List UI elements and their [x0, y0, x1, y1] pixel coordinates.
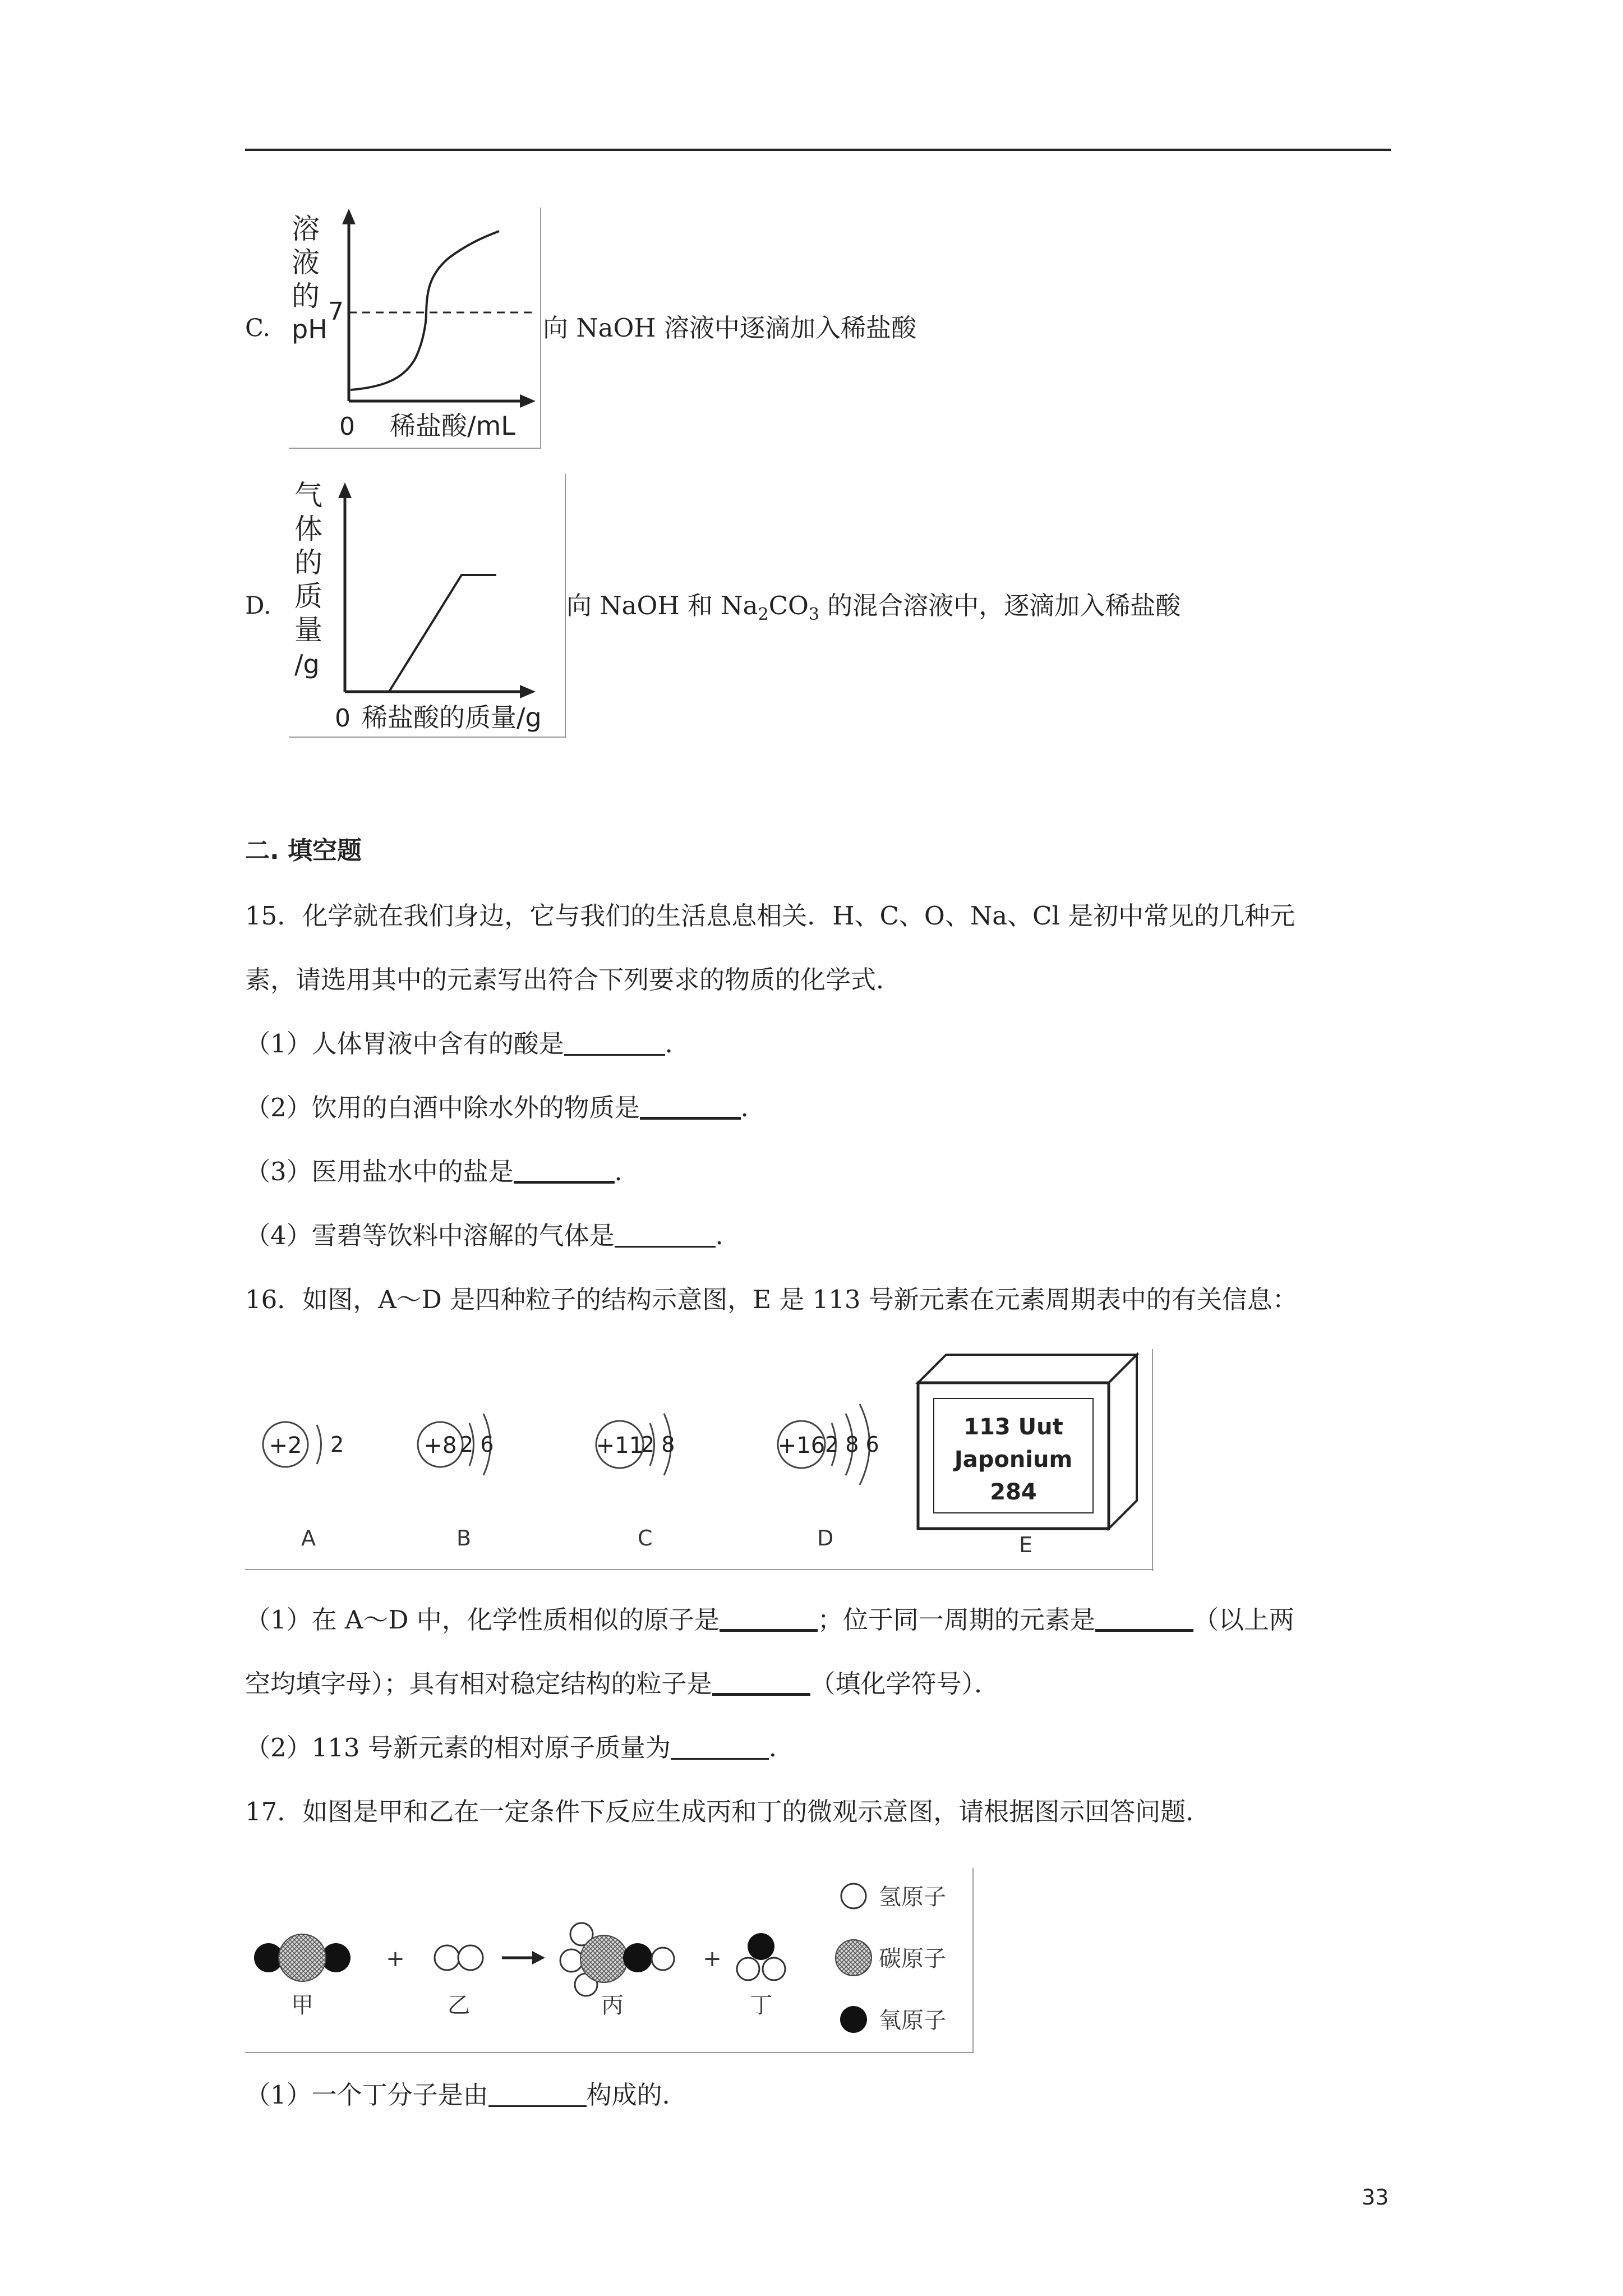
- molecule-bing: [560, 1923, 674, 2018]
- particle-b: [418, 1414, 494, 1550]
- svg-text:C: C: [638, 1526, 653, 1550]
- option-d-label: D.: [245, 592, 271, 620]
- svg-text:+16: +16: [777, 1433, 826, 1458]
- svg-text:A: A: [301, 1526, 316, 1550]
- graph-c-xlabel: 稀盐酸/mL: [390, 411, 515, 441]
- graph-d-ylabel-4: 质: [294, 580, 322, 613]
- svg-text:+2: +2: [269, 1433, 302, 1458]
- svg-text:+8: +8: [423, 1433, 457, 1458]
- option-c-text: 向 NaOH 溶液中逐滴加入稀盐酸: [543, 313, 916, 343]
- svg-text:113 Uut: 113 Uut: [963, 1414, 1063, 1440]
- graph-c-ytick-7: 7: [328, 297, 344, 326]
- answer-blank[interactable]: [720, 1604, 818, 1632]
- graph-d-origin: 0: [335, 704, 351, 733]
- graph-d-ylabel-2: 体: [294, 513, 322, 545]
- answer-blank[interactable]: [615, 1221, 716, 1248]
- legend-hydrogen: [841, 1884, 866, 1908]
- section-title: 二. 填空题: [245, 836, 362, 865]
- gas-mass-line: [390, 575, 496, 691]
- svg-text:E: E: [1019, 1533, 1033, 1557]
- svg-text:2 8 6: 2 8 6: [825, 1432, 879, 1457]
- q15-item-3: （3）医用盐水中的盐是 ．: [245, 1157, 640, 1186]
- svg-text:B: B: [457, 1526, 472, 1550]
- answer-blank[interactable]: [712, 1668, 810, 1696]
- svg-text:氢原子: 氢原子: [879, 1884, 946, 1910]
- svg-text:2 8: 2 8: [641, 1432, 675, 1457]
- legend-carbon: [836, 1940, 872, 1976]
- svg-text:+11: +11: [596, 1433, 644, 1458]
- legend-oxygen: [840, 2006, 867, 2033]
- q16-figure: [245, 1349, 1154, 1571]
- answer-blank[interactable]: [640, 1092, 741, 1120]
- q15-item-2: （2）饮用的白酒中除水外的物质是 ．: [245, 1093, 766, 1122]
- graph-d-ylabel-1: 气: [294, 479, 322, 512]
- ph-curve: [351, 231, 499, 390]
- svg-text:丙: 丙: [601, 1993, 624, 2018]
- svg-text:碳原子: 碳原子: [879, 1946, 946, 1972]
- element-cube: [918, 1355, 1137, 1557]
- q15-stem-line1: 15．化学就在我们身边，它与我们的生活息息相关．H、C、O、Na、Cl 是初中常见的几种元: [245, 901, 1295, 931]
- graph-d-ylabel-6: /g: [294, 649, 320, 679]
- graph-c-ylabel-3: 的: [292, 280, 320, 312]
- molecule-jia: [254, 1934, 351, 2018]
- svg-text:乙: 乙: [448, 1993, 470, 2018]
- graph-c-origin: 0: [339, 412, 355, 441]
- header-rule: [245, 149, 1391, 151]
- q16-part1-line2: 空均填字母）；具有相对稳定结构的粒子是 （填化学符号）．: [245, 1669, 1000, 1699]
- answer-blank[interactable]: [564, 1029, 665, 1056]
- graph-d-ylabel-3: 的: [294, 546, 322, 579]
- graph-c: [289, 208, 541, 449]
- answer-blank[interactable]: [1095, 1604, 1193, 1632]
- answer-blank[interactable]: [514, 1156, 615, 1184]
- page-number: 33: [1362, 2185, 1389, 2210]
- svg-text:甲: 甲: [291, 1993, 313, 2018]
- graph-d-ylabel-5: 量: [294, 614, 322, 646]
- particle-d: [778, 1404, 879, 1550]
- legend: [836, 1884, 946, 2033]
- svg-text:丁: 丁: [750, 1993, 772, 2018]
- q17-stem: 17．如图是甲和乙在一定条件下反应生成丙和丁的微观示意图，请根据图示回答问题．: [245, 1797, 1211, 1826]
- svg-text:2: 2: [330, 1432, 344, 1457]
- q16-part2: （2）113 号新元素的相对原子质量为 ．: [245, 1733, 794, 1763]
- q15-item-1: （1）人体胃液中含有的酸是 ．: [245, 1029, 690, 1059]
- plus-sign-2: +: [703, 1946, 722, 1972]
- svg-text:2 6: 2 6: [460, 1432, 494, 1457]
- q17-part1: （1）一个丁分子是由 构成的．: [245, 2080, 688, 2110]
- q15-item-4: （4）雪碧等饮料中溶解的气体是 ．: [245, 1221, 741, 1250]
- svg-text:284: 284: [990, 1479, 1037, 1505]
- option-c-label: C.: [245, 314, 271, 342]
- graph-d-xlabel: 稀盐酸的质量/g: [362, 702, 542, 733]
- option-d-text: 向 NaOH 和 $Na_2CO_3$ 的混合溶液中，逐滴加入稀盐酸: [566, 591, 1181, 624]
- graph-c-ylabel-4: pH: [292, 314, 328, 344]
- graph-c-ylabel-1: 溶: [292, 213, 320, 245]
- molecule-ding: [737, 1933, 785, 2018]
- plus-sign-1: +: [386, 1946, 405, 1972]
- svg-text:氧原子: 氧原子: [879, 2008, 946, 2033]
- particle-c: [596, 1414, 675, 1550]
- molecule-yi: [435, 1945, 483, 2018]
- graph-d: [289, 474, 566, 738]
- q17-figure: [245, 1868, 974, 2053]
- svg-text:D: D: [817, 1526, 834, 1550]
- answer-blank[interactable]: [671, 1733, 769, 1760]
- graph-c-ylabel-2: 液: [292, 246, 320, 279]
- svg-text:Japonium: Japonium: [954, 1447, 1073, 1473]
- answer-blank[interactable]: [488, 2081, 587, 2107]
- q16-part1-line1: （1）在 A～D 中，化学性质相似的原子是 ；位于同一周期的元素是 （以上两: [245, 1605, 1294, 1635]
- q15-stem-line2: 素，请选用其中的元素写出符合下列要求的物质的化学式．: [245, 965, 902, 995]
- particle-a: [263, 1422, 344, 1550]
- q16-stem: 16．如图，A～D 是四种粒子的结构示意图，E 是 113 号新元素在元素周期表中的有关信息：: [245, 1285, 1298, 1314]
